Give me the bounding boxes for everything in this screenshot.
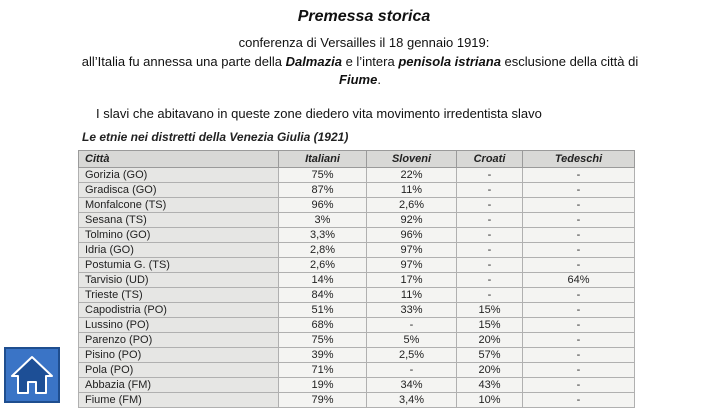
cell-sloveni: 2,5%	[367, 348, 457, 363]
cell-italiani: 19%	[279, 378, 367, 393]
cell-tedeschi: -	[523, 258, 635, 273]
cell-croati: -	[457, 228, 523, 243]
cell-tedeschi: -	[523, 243, 635, 258]
ethnic-table-container	[78, 150, 634, 408]
cell-croati: 15%	[457, 303, 523, 318]
cell-sloveni: 33%	[367, 303, 457, 318]
cell-citta: Idria (GO)	[79, 243, 279, 258]
cell-croati: -	[457, 183, 523, 198]
cell-italiani: 51%	[279, 303, 367, 318]
cell-tedeschi: -	[523, 378, 635, 393]
cell-italiani: 84%	[279, 288, 367, 303]
home-icon	[6, 349, 58, 401]
cell-italiani: 14%	[279, 273, 367, 288]
header-croati: Croati	[457, 151, 523, 168]
cell-sloveni: -	[367, 318, 457, 333]
cell-sloveni: 5%	[367, 333, 457, 348]
cell-italiani: 3,3%	[279, 228, 367, 243]
cell-croati: 43%	[457, 378, 523, 393]
penisola-emphasis: penisola istriana	[398, 54, 501, 69]
cell-croati: -	[457, 213, 523, 228]
cell-italiani: 2,8%	[279, 243, 367, 258]
dalmazia-emphasis: Dalmazia	[285, 54, 342, 69]
cell-italiani: 68%	[279, 318, 367, 333]
cell-italiani: 75%	[279, 333, 367, 348]
cell-croati: -	[457, 288, 523, 303]
cell-croati: 10%	[457, 393, 523, 408]
table-row	[79, 393, 635, 408]
table-row	[79, 213, 635, 228]
cell-citta: Monfalcone (TS)	[79, 198, 279, 213]
cell-sloveni: 97%	[367, 243, 457, 258]
cell-citta: Gorizia (GO)	[79, 168, 279, 183]
cell-citta: Parenzo (PO)	[79, 333, 279, 348]
table-title: Le etnie nei distretti della Venezia Giulia (1921)	[82, 130, 349, 144]
cell-citta: Trieste (TS)	[79, 288, 279, 303]
cell-tedeschi: -	[523, 393, 635, 408]
cell-sloveni: 11%	[367, 183, 457, 198]
table-row	[79, 258, 635, 273]
cell-citta: Sesana (TS)	[79, 213, 279, 228]
cell-citta: Lussino (PO)	[79, 318, 279, 333]
home-button[interactable]	[4, 347, 60, 403]
table-row	[79, 198, 635, 213]
cell-sloveni: 92%	[367, 213, 457, 228]
table-row	[79, 303, 635, 318]
cell-citta: Gradisca (GO)	[79, 183, 279, 198]
cell-sloveni: 11%	[367, 288, 457, 303]
cell-tedeschi: -	[523, 363, 635, 378]
cell-croati: 20%	[457, 333, 523, 348]
para-text-3: esclusione della città di	[500, 54, 639, 69]
table-row	[79, 228, 635, 243]
cell-citta: Pisino (PO)	[79, 348, 279, 363]
cell-sloveni: 3,4%	[367, 393, 457, 408]
subtitle: conferenza di Versailles il 18 gennaio 1919:	[238, 35, 490, 50]
cell-tedeschi: -	[523, 303, 635, 318]
cell-sloveni: 22%	[367, 168, 457, 183]
cell-croati: -	[457, 258, 523, 273]
header-citta: Città	[79, 151, 279, 168]
cell-tedeschi: -	[523, 288, 635, 303]
cell-tedeschi: -	[523, 228, 635, 243]
cell-citta: Tarvisio (UD)	[79, 273, 279, 288]
table-row	[79, 183, 635, 198]
cell-sloveni: 2,6%	[367, 198, 457, 213]
cell-italiani: 96%	[279, 198, 367, 213]
table-row	[79, 273, 635, 288]
slavi-text: I slavi che abitavano in queste zone diedero vita movimento irredentista slavo	[96, 106, 542, 121]
cell-italiani: 87%	[279, 183, 367, 198]
cell-tedeschi: -	[523, 213, 635, 228]
para-text-1: all’Italia fu annessa una parte della	[81, 54, 286, 69]
cell-citta: Capodistria (PO)	[79, 303, 279, 318]
para-text-4: .	[377, 72, 381, 87]
cell-italiani: 2,6%	[279, 258, 367, 273]
cell-citta: Pola (PO)	[79, 363, 279, 378]
table-row	[79, 318, 635, 333]
cell-citta: Tolmino (GO)	[79, 228, 279, 243]
cell-sloveni: 17%	[367, 273, 457, 288]
ethnic-table	[78, 150, 635, 408]
cell-tedeschi: -	[523, 348, 635, 363]
cell-croati: 57%	[457, 348, 523, 363]
table-row	[79, 378, 635, 393]
cell-tedeschi: -	[523, 168, 635, 183]
table-row	[79, 348, 635, 363]
cell-croati: -	[457, 273, 523, 288]
cell-italiani: 71%	[279, 363, 367, 378]
cell-italiani: 79%	[279, 393, 367, 408]
cell-croati: -	[457, 198, 523, 213]
cell-citta: Abbazia (FM)	[79, 378, 279, 393]
table-row	[79, 363, 635, 378]
cell-croati: -	[457, 243, 523, 258]
header-sloveni: Sloveni	[367, 151, 457, 168]
intro-paragraph	[60, 53, 660, 89]
cell-tedeschi: -	[523, 333, 635, 348]
cell-tedeschi: -	[523, 183, 635, 198]
table-body	[79, 168, 635, 408]
cell-citta: Postumia G. (TS)	[79, 258, 279, 273]
header-italiani: Italiani	[279, 151, 367, 168]
header-tedeschi: Tedeschi	[523, 151, 635, 168]
cell-sloveni: 34%	[367, 378, 457, 393]
cell-tedeschi: 64%	[523, 273, 635, 288]
cell-tedeschi: -	[523, 318, 635, 333]
cell-croati: -	[457, 168, 523, 183]
cell-croati: 15%	[457, 318, 523, 333]
cell-italiani: 39%	[279, 348, 367, 363]
cell-croati: 20%	[457, 363, 523, 378]
cell-sloveni: 96%	[367, 228, 457, 243]
fiume-emphasis: Fiume	[339, 72, 378, 87]
cell-tedeschi: -	[523, 198, 635, 213]
table-row	[79, 333, 635, 348]
cell-citta: Fiume (FM)	[79, 393, 279, 408]
table-row	[79, 288, 635, 303]
table-row	[79, 243, 635, 258]
page-title: Premessa storica	[297, 8, 431, 25]
table-row	[79, 168, 635, 183]
cell-italiani: 3%	[279, 213, 367, 228]
cell-italiani: 75%	[279, 168, 367, 183]
cell-sloveni: -	[367, 363, 457, 378]
cell-sloveni: 97%	[367, 258, 457, 273]
para-text-2: e l’intera	[341, 54, 399, 69]
table-header-row	[79, 151, 635, 168]
